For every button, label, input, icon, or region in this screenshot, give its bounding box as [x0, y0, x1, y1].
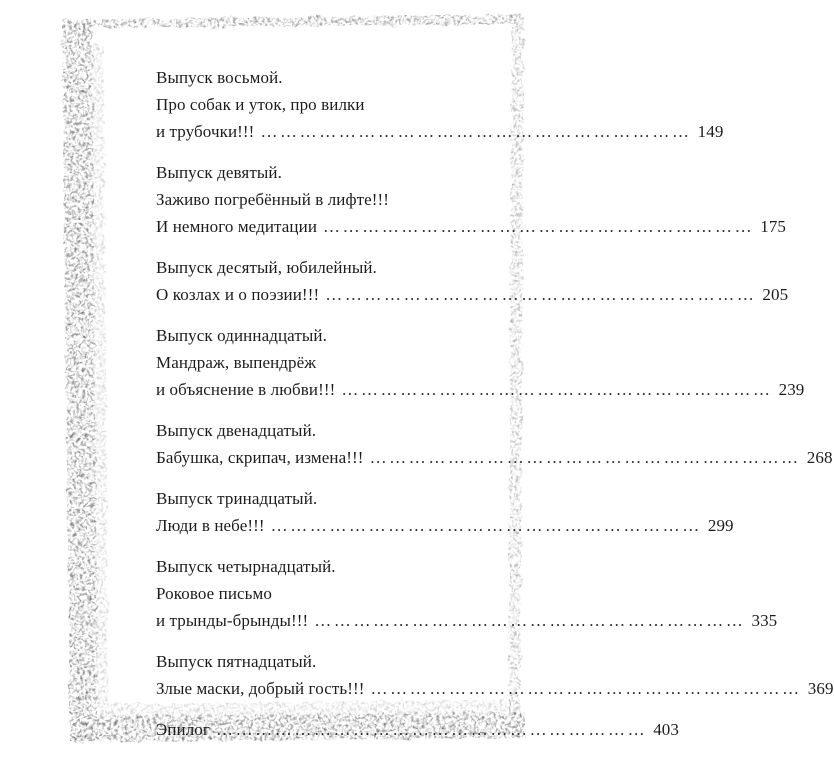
toc-entry[interactable] — [156, 64, 724, 145]
toc-entry[interactable] — [156, 322, 805, 403]
toc-entry-line: О козлах и о поэзии!!! — [156, 285, 320, 304]
toc-entry[interactable] — [156, 648, 834, 702]
toc-entry-line: и объяснение в любви!!! — [156, 380, 336, 399]
toc-entry-line: Люди в небе!!! — [156, 516, 265, 535]
toc-entry-line: Выпуск восьмой. — [156, 68, 283, 87]
toc-entry-line: И немного медитации — [156, 217, 318, 236]
page-number: 268 — [806, 448, 833, 467]
page-number: 403 — [653, 720, 679, 739]
dot-leader: ………………………………………………………… — [260, 122, 692, 141]
dot-leader: ………………………………………………………… — [369, 448, 801, 467]
dot-leader: ………………………………………………………… — [341, 380, 773, 399]
page-number: 299 — [707, 516, 734, 535]
page-number: 205 — [762, 285, 789, 304]
toc-entry-line: и трынды-брынды!!! — [156, 611, 309, 630]
toc-entry-line: Роковое письмо — [156, 584, 272, 603]
page-number: 369 — [807, 679, 834, 698]
toc-entry-line: Про собак и уток, про вилки — [156, 95, 365, 114]
page-number: 239 — [778, 380, 805, 399]
dot-leader: ………………………………………………………… — [314, 611, 746, 630]
toc-entry-line: Злые маски, добрый гость!!! — [156, 679, 365, 698]
dot-leader: ………………………………………………………… — [270, 516, 702, 535]
toc-entry[interactable] — [156, 716, 679, 743]
toc-entry[interactable] — [156, 159, 787, 240]
page-number: 175 — [760, 217, 787, 236]
page-number: 335 — [751, 611, 778, 630]
toc-entry-line: Заживо погребённый в лифте!!! — [156, 190, 390, 209]
toc-entry-line: Выпуск одиннадцатый. — [156, 326, 327, 345]
toc-entry-line: Выпуск девятый. — [156, 163, 282, 182]
dot-leader: ………………………………………………………… — [323, 217, 755, 236]
toc-entry[interactable] — [156, 254, 789, 308]
toc-entry[interactable] — [156, 553, 778, 634]
toc-entry-line: Эпилог — [156, 720, 210, 739]
page-number: 149 — [697, 122, 724, 141]
table-of-contents — [156, 64, 834, 757]
toc-entry-line: и трубочки!!! — [156, 122, 255, 141]
toc-entry-line: Мандраж, выпендрёж — [156, 353, 317, 372]
toc-entry-line: Выпуск десятый, юбилейный. — [156, 258, 377, 277]
toc-entry-line: Выпуск четырнадцатый. — [156, 557, 336, 576]
toc-entry-line: Выпуск тринадцатый. — [156, 489, 318, 508]
toc-entry-line: Выпуск двенадцатый. — [156, 421, 317, 440]
dot-leader: ………………………………………………………… — [370, 679, 802, 698]
toc-entry[interactable] — [156, 417, 833, 471]
toc-entry-line: Бабушка, скрипач, измена!!! — [156, 448, 364, 467]
toc-entry[interactable] — [156, 485, 734, 539]
toc-entry-line: Выпуск пятнадцатый. — [156, 652, 317, 671]
dot-leader: ………………………………………………………… — [215, 720, 648, 739]
dot-leader: ………………………………………………………… — [325, 285, 757, 304]
